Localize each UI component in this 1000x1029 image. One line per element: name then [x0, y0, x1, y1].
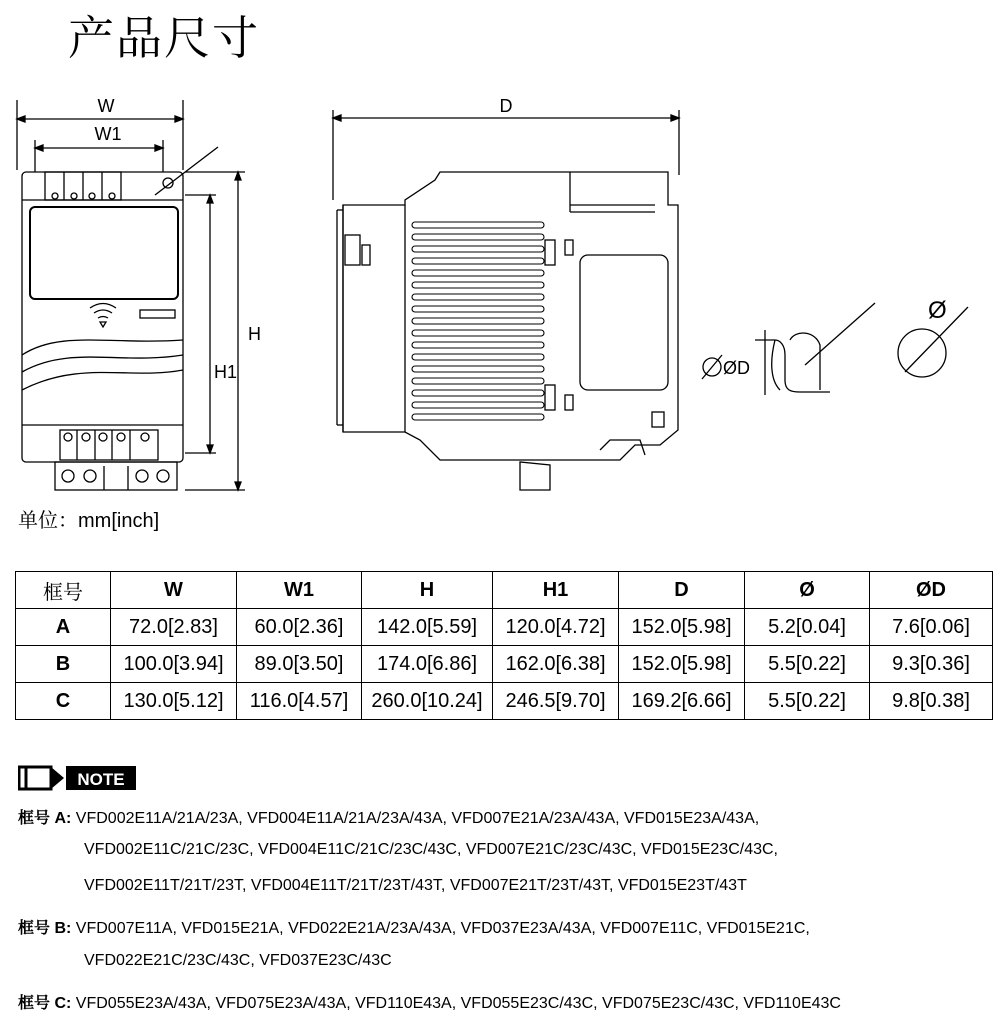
- label-h1: H1: [214, 362, 238, 382]
- label-w: W: [97, 96, 115, 116]
- table-cell: 120.0[4.72]: [493, 609, 619, 646]
- header-w1: W1: [237, 572, 362, 609]
- note-model-list: VFD002E11A/21A/23A, VFD004E11A/21A/23A/43A, VFD007E21A/23A/43A, VFD015E23A/43A,: [75, 810, 760, 827]
- table-cell: 89.0[3.50]: [237, 646, 362, 683]
- table-cell: B: [16, 646, 111, 683]
- note-model-list: VFD007E11A, VFD015E21A, VFD022E21A/23A/43A, VFD037E23A/43A, VFD007E11C, VFD015E21C,: [75, 920, 810, 937]
- table-cell: 174.0[6.86]: [362, 646, 493, 683]
- note-line: [18, 915, 810, 938]
- header-w: W: [111, 572, 237, 609]
- table-cell: 9.3[0.36]: [870, 646, 993, 683]
- dimension-table: [15, 571, 993, 720]
- page-title: 产品尺寸: [68, 11, 260, 65]
- table-cell: 169.2[6.66]: [619, 683, 745, 720]
- table-cell: 162.0[6.38]: [493, 646, 619, 683]
- note-frame-label: 框号 B:: [18, 920, 72, 937]
- unit-label: 单位：mm[inch]: [18, 510, 160, 532]
- note-line: [84, 841, 778, 859]
- table-cell: 9.8[0.38]: [870, 683, 993, 720]
- table-cell: 5.2[0.04]: [745, 609, 870, 646]
- note-frame-label: 框号 A:: [18, 810, 72, 827]
- table-row: [16, 609, 993, 646]
- header-h: H: [362, 572, 493, 609]
- table-cell: 116.0[4.57]: [237, 683, 362, 720]
- table-cell: 7.6[0.06]: [870, 609, 993, 646]
- table-cell: 5.5[0.22]: [745, 683, 870, 720]
- header-hole: Ø: [745, 572, 870, 609]
- note-frame-label: 框号 C:: [18, 995, 72, 1012]
- note-model-list: VFD002E11T/21T/23T, VFD004E11T/21T/23T/43T, VFD007E21T/23T/43T, VFD015E23T/43T: [84, 877, 747, 894]
- note-model-list: VFD002E11C/21C/23C, VFD004E11C/21C/23C/43C, VFD007E21C/23C/43C, VFD015E23C/43C,: [84, 841, 778, 858]
- note-line: [84, 877, 747, 895]
- table-cell: C: [16, 683, 111, 720]
- table-cell: 130.0[5.12]: [111, 683, 237, 720]
- table-cell: 260.0[10.24]: [362, 683, 493, 720]
- label-h: H: [248, 324, 261, 344]
- table-cell: 152.0[5.98]: [619, 609, 745, 646]
- note-model-list: VFD022E21C/23C/43C, VFD037E23C/43C: [84, 952, 392, 969]
- note-line: [18, 990, 841, 1013]
- pencil-icon: [19, 767, 64, 789]
- table-cell: 246.5[9.70]: [493, 683, 619, 720]
- label-d: D: [499, 96, 513, 116]
- header-frame: 框号: [16, 572, 111, 609]
- table-cell: 142.0[5.59]: [362, 609, 493, 646]
- table-cell: 152.0[5.98]: [619, 646, 745, 683]
- table-cell: 100.0[3.94]: [111, 646, 237, 683]
- side-view: [333, 96, 679, 490]
- note-badge: [18, 764, 138, 792]
- header-hole-d: ØD: [870, 572, 993, 609]
- table-row: [16, 683, 993, 720]
- table-cell: 72.0[2.83]: [111, 609, 237, 646]
- hole-detail: [702, 297, 968, 395]
- front-view: [17, 96, 261, 490]
- note-line: [18, 805, 759, 828]
- note-label: NOTE: [77, 770, 125, 789]
- table-cell: 5.5[0.22]: [745, 646, 870, 683]
- note-line: [84, 952, 392, 970]
- label-hole-d: ØD: [723, 358, 750, 378]
- header-h1: H1: [493, 572, 619, 609]
- header-d: D: [619, 572, 745, 609]
- table-cell: 60.0[2.36]: [237, 609, 362, 646]
- note-model-list: VFD055E23A/43A, VFD075E23A/43A, VFD110E43A, VFD055E23C/43C, VFD075E23C/43C, VFD110E43C: [75, 995, 841, 1012]
- table-cell: A: [16, 609, 111, 646]
- table-header-row: [16, 572, 993, 609]
- table-row: [16, 646, 993, 683]
- label-hole: Ø: [928, 297, 947, 324]
- label-w1: W1: [94, 124, 122, 144]
